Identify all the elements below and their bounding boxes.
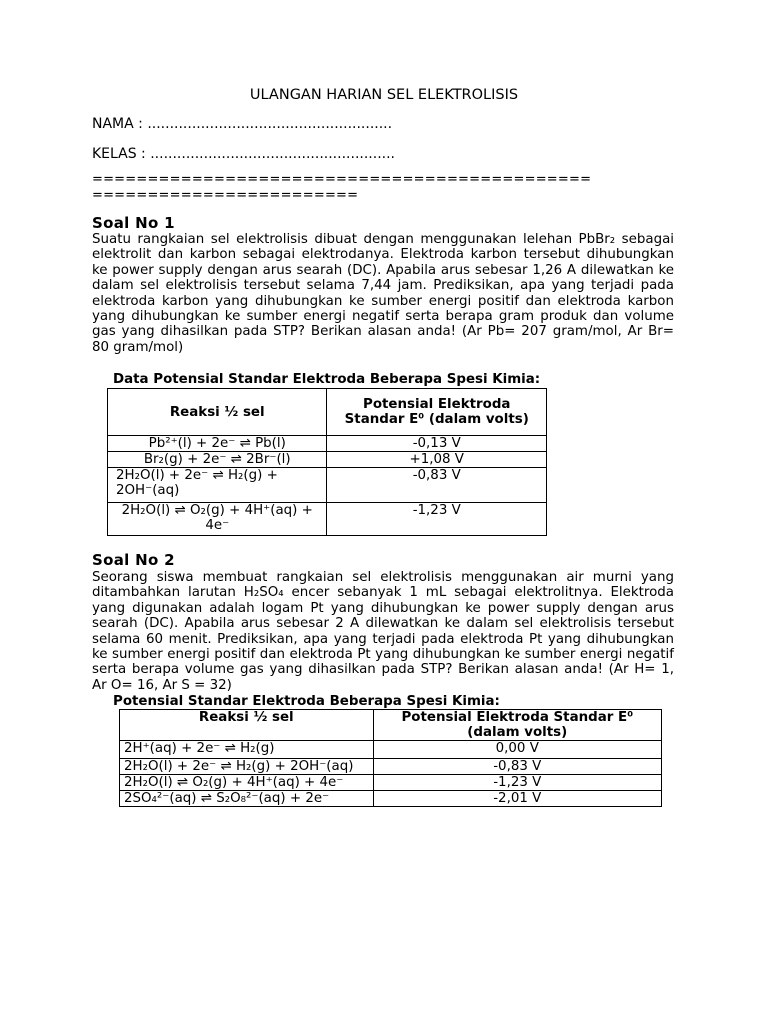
soal-2-table-caption: Potensial Standar Elektroda Beberapa Spesi Kimia: (113, 694, 500, 709)
table-row: 2H₂O(l) ⇌ O₂(g) + 4H⁺(aq) + 4e⁻ (108, 503, 327, 536)
table-cell-potential: 0,00 V (373, 741, 661, 759)
soal-2-potential-table (119, 709, 662, 807)
table-row: 2H₂O(l) + 2e⁻ ⇌ H₂(g) + 2OH⁻(aq) (120, 759, 374, 775)
table-row: Br₂(g) + 2e⁻ ⇌ 2Br⁻(l) (108, 452, 327, 468)
nama-field: NAMA : ....................................................... (92, 116, 393, 132)
soal-1-potential-table (107, 388, 547, 536)
soal-2-paragraph (92, 570, 674, 693)
table-row: 2H₂O(l) ⇌ O₂(g) + 4H⁺(aq) + 4e⁻ (120, 775, 374, 791)
table-2-header-reaction: Reaksi ½ sel (120, 710, 374, 741)
kelas-field: KELAS : ....................................................... (92, 146, 395, 162)
table-row: 2H⁺(aq) + 2e⁻ ⇌ H₂(g) (120, 741, 374, 759)
table-cell-potential: -0,83 V (373, 759, 661, 775)
soal-1-text: Suatu rangkaian sel elektrolisis dibuat dengan menggunakan lelehan PbBr₂ sebagai elektrolit dan karbon sebagai elektrodanya. Elektroda karbon tersebut dihubungkan ke power supply dengan arus searah (DC). Apabila arus sebesar 1,26 A dilewatkan ke dalam sel elektrolisis tersebut selama 7,44 jam. Prediksikan, apa yang terjadi pada elektroda karbon yang dihubungkan ke sumber energi positif dan elektroda karbon yang dihubungkan ke sumber energi negatif serta berapa gram produk dan volume gas yang dihasilkan pada STP? Berikan alasan anda! (Ar Pb= 207 gram/mol, Ar Br= 80 gram/mol) (92, 232, 674, 355)
table-row: 2SO₄²⁻(aq) ⇌ S₂O₈²⁻(aq) + 2e⁻ (120, 791, 374, 807)
soal-1-table-caption: Data Potensial Standar Elektroda Beberapa Spesi Kimia: (113, 372, 541, 387)
table-cell-potential: -1,23 V (327, 503, 547, 536)
table-2-header-potential: Potensial Elektroda Standar E⁰ (dalam volts) (373, 710, 661, 741)
soal-2-text: Seorang siswa membuat rangkaian sel elektrolisis menggunakan air murni yang ditambahkan larutan H₂SO₄ encer sebanyak 1 mL sebagai elektrolitnya. Elektroda yang digunakan adalah logam Pt yang dihubungkan ke power supply dengan arus searah (DC). Apabila arus sebesar 2 A dilewatkan ke dalam sel elektrolisis tersebut selama 60 menit. Prediksikan, apa yang terjadi pada elektroda Pt yang dihubungkan ke sumber energi positif dan elektroda Pt yang dihubungkan ke sumber energi negatif serta berapa volume gas yang dihasilkan pada STP? Berikan alasan anda! (Ar H= 1, Ar O= 16, Ar S = 32) (92, 570, 674, 693)
table-row: 2H₂O(l) + 2e⁻ ⇌ H₂(g) + 2OH⁻(aq) (108, 468, 327, 503)
table-1-header-reaction: Reaksi ½ sel (108, 389, 327, 436)
soal-1-heading: Soal No 1 (92, 214, 175, 232)
separator-line-2: ======================== (92, 188, 359, 203)
table-cell-potential: -0,13 V (327, 436, 547, 452)
table-1-header-potential: Potensial Elektroda Standar E⁰ (dalam volts) (327, 389, 547, 436)
soal-2-heading: Soal No 2 (92, 551, 175, 569)
table-cell-potential: +1,08 V (327, 452, 547, 468)
table-cell-potential: -0,83 V (327, 468, 547, 503)
table-cell-potential: -1,23 V (373, 775, 661, 791)
table-row: Pb²⁺(l) + 2e⁻ ⇌ Pb(l) (108, 436, 327, 452)
separator-line-1: ============================================= (92, 172, 592, 187)
table-cell-potential: -2,01 V (373, 791, 661, 807)
soal-1-paragraph (92, 232, 674, 355)
document-title: ULANGAN HARIAN SEL ELEKTROLISIS (249, 87, 519, 103)
